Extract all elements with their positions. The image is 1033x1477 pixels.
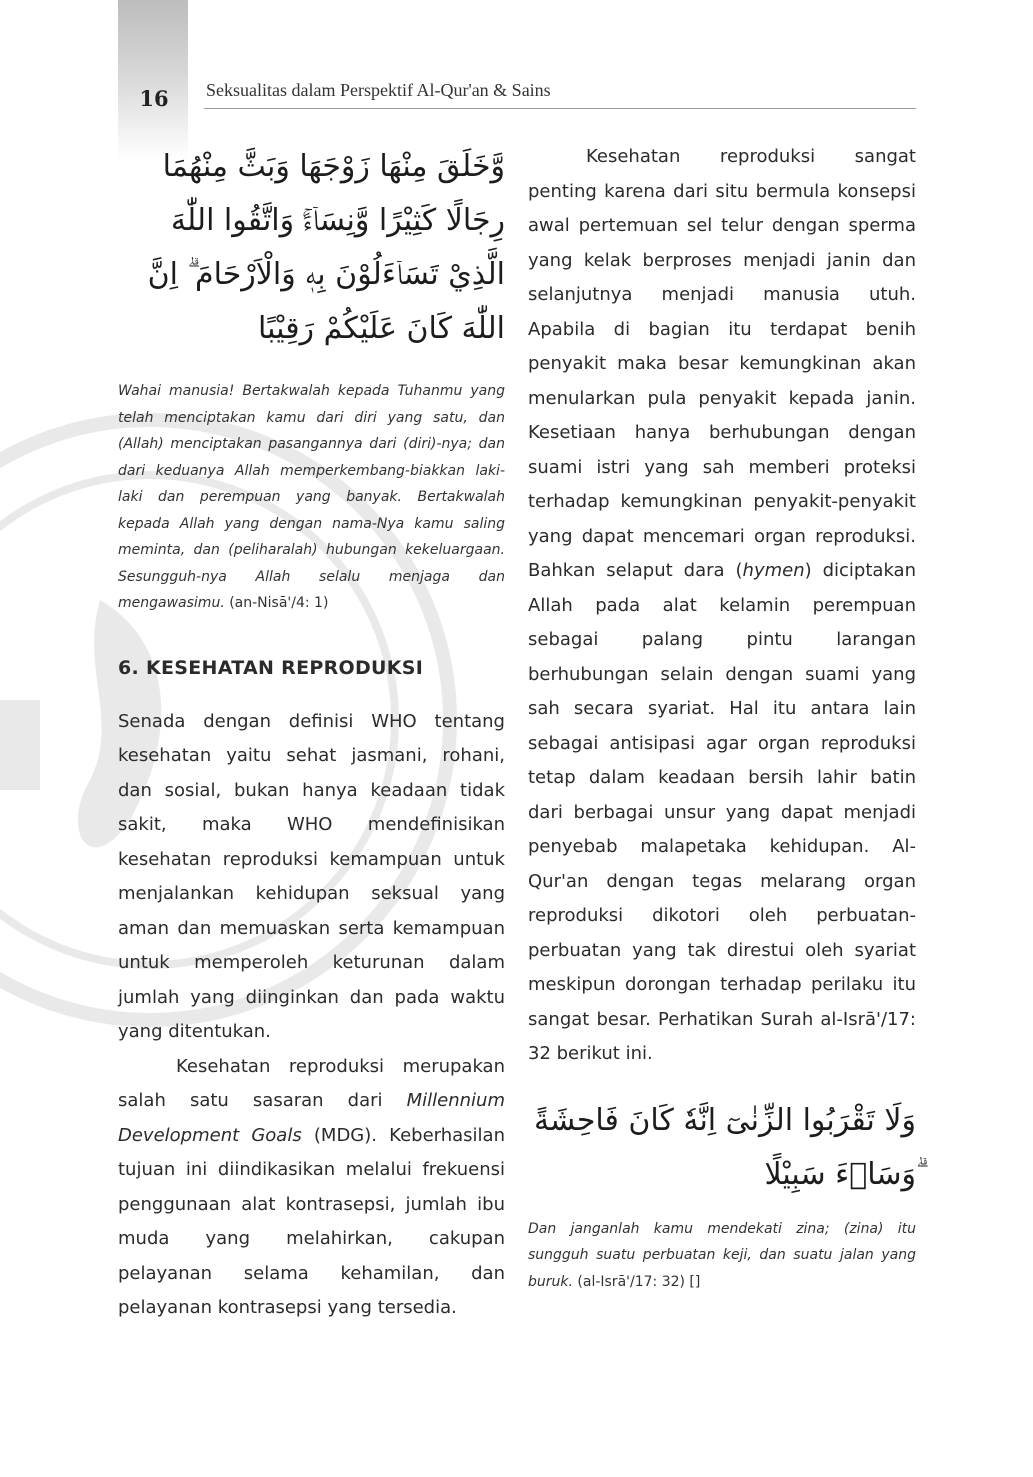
paragraph-mdg-text-b: (MDG). Keberhasilan tujuan ini diindikasikan melalui frekuensi penggunaan alat kontrasepsi, jumlah ibu muda yang melahirkan, cakupan pelayanan selama kehamilan, dan pelayanan kontrasepsi yang tersedia. [118,1124,505,1318]
page-number: 16 [139,86,169,111]
translation-text: Wahai manusia! Bertakwalah kepada Tuhanmu yang telah menciptakan kamu dari diri yang satu, dan (Allah) menciptakan pasangannya dari (diri)-nya; dan dari keduanya Allah memperkembang-biakkan laki-laki dan perempuan yang banyak. Bertakwalah kepada Allah yang dengan nama-Nya kamu saling meminta, dan (peliharalah) hubungan kekeluargaan. Sesungguh-nya Allah selalu menjaga dan mengawasimu. [118,383,505,611]
section-heading: 6. KESEHATAN REPRODUKSI [118,656,424,679]
verse-reference: (an-Nisā'/4: 1) [229,595,329,611]
paragraph-reproductive-health [528,140,916,1072]
paragraph-who-definition: Senada dengan definisi WHO tentang kesehatan yaitu sehat jasmani, rohani, dan sosial, bukan hanya keadaan tidak sakit, maka WHO mendefinisikan kesehatan reproduksi kemampuan untuk menjalankan kehidupan seksual yang aman dan memuaskan serta kemampuan untuk memperoleh keturunan dalam jumlah yang diinginkan dan pada waktu yang ditentukan. [118,710,505,1042]
left-column [118,140,505,1326]
header-tab [118,0,188,160]
running-title: Seksualitas dalam Perspektif Al-Qur'an & Sains [206,80,551,100]
arabic-verse-nisa: وَّخَلَقَ مِنْهَا زَوْجَهَا وَبَثَّ مِنْهُمَا رِجَالًا كَثِيْرًا وَّنِسَاۤءًۚ وَاتَّقُوا اللّٰهَ الَّذِيْ تَسَاۤءَلُوْنَ بِهٖ وَالْاَرْحَامَ ۗ اِنَّ اللّٰهَ كَانَ عَلَيْكُمْ رَقِيْبًا [147,149,505,346]
arabic-verse-isra: وَلَا تَقْرَبُوا الزِّنٰىٓ اِنَّهٗ كَانَ فَاحِشَةً ۗوَسَاۤءَ سَبِيْلًا [533,1102,916,1192]
translation-text-isra: Dan janganlah kamu mendekati zina; (zina) itu sungguh suatu perbuatan keji, dan suatu jalan yang buruk. [528,1220,916,1290]
paragraph-text-b: ) diciptakan Allah pada alat kelamin perempuan sebagai palang pintu larangan berhubungan selain dengan suami yang sah secara syariat. Hal itu antara lain sebagai antisipasi agar organ reproduksi tetap dalam keadaan bersih lahir batin dari berbagai unsur yang dapat menjadi penyebab malapetaka kehidupan. Al-Qur'an dengan tegas melarang organ reproduksi dikotori oleh perbuatan-perbuatan yang tak direstui oleh syariat meskipun dorongan terhadap perilaku itu sangat besar. Perhatikan Surah al-Isrā'/17: 32 berikut ini. [528,560,916,1064]
paragraph-mdg [118,1050,505,1326]
verse-translation-isra [528,1216,916,1296]
verse-translation-nisa [118,378,505,617]
paragraph-mdg-text-a: Kesehatan reproduksi merupakan salah satu sasaran dari [118,1055,505,1111]
hymen-italic: hymen [742,560,805,581]
right-column [528,140,916,1295]
paragraph-text-a: Kesehatan reproduksi sangat penting karena dari situ bermula konsepsi awal pertemuan sel telur dengan sperma yang kelak berproses menjadi janin dan selanjutnya menjadi manusia utuh. Apabila di bagian itu terdapat benih penyakit maka besar kemungkinan akan menularkan pula penyakit kepada janin. Kesetiaan hanya berhubungan dengan suami istri yang sah memberi proteksi terhadap kemungkinan penyakit-penyakit yang dapat mencemari organ reproduksi. Bahkan selaput dara ( [528,146,916,581]
verse-reference-isra: (al-Isrā'/17: 32) [] [577,1273,701,1290]
paragraph-mdg-italic: Millennium Development Goals [118,1090,505,1146]
header-rule [204,108,916,109]
